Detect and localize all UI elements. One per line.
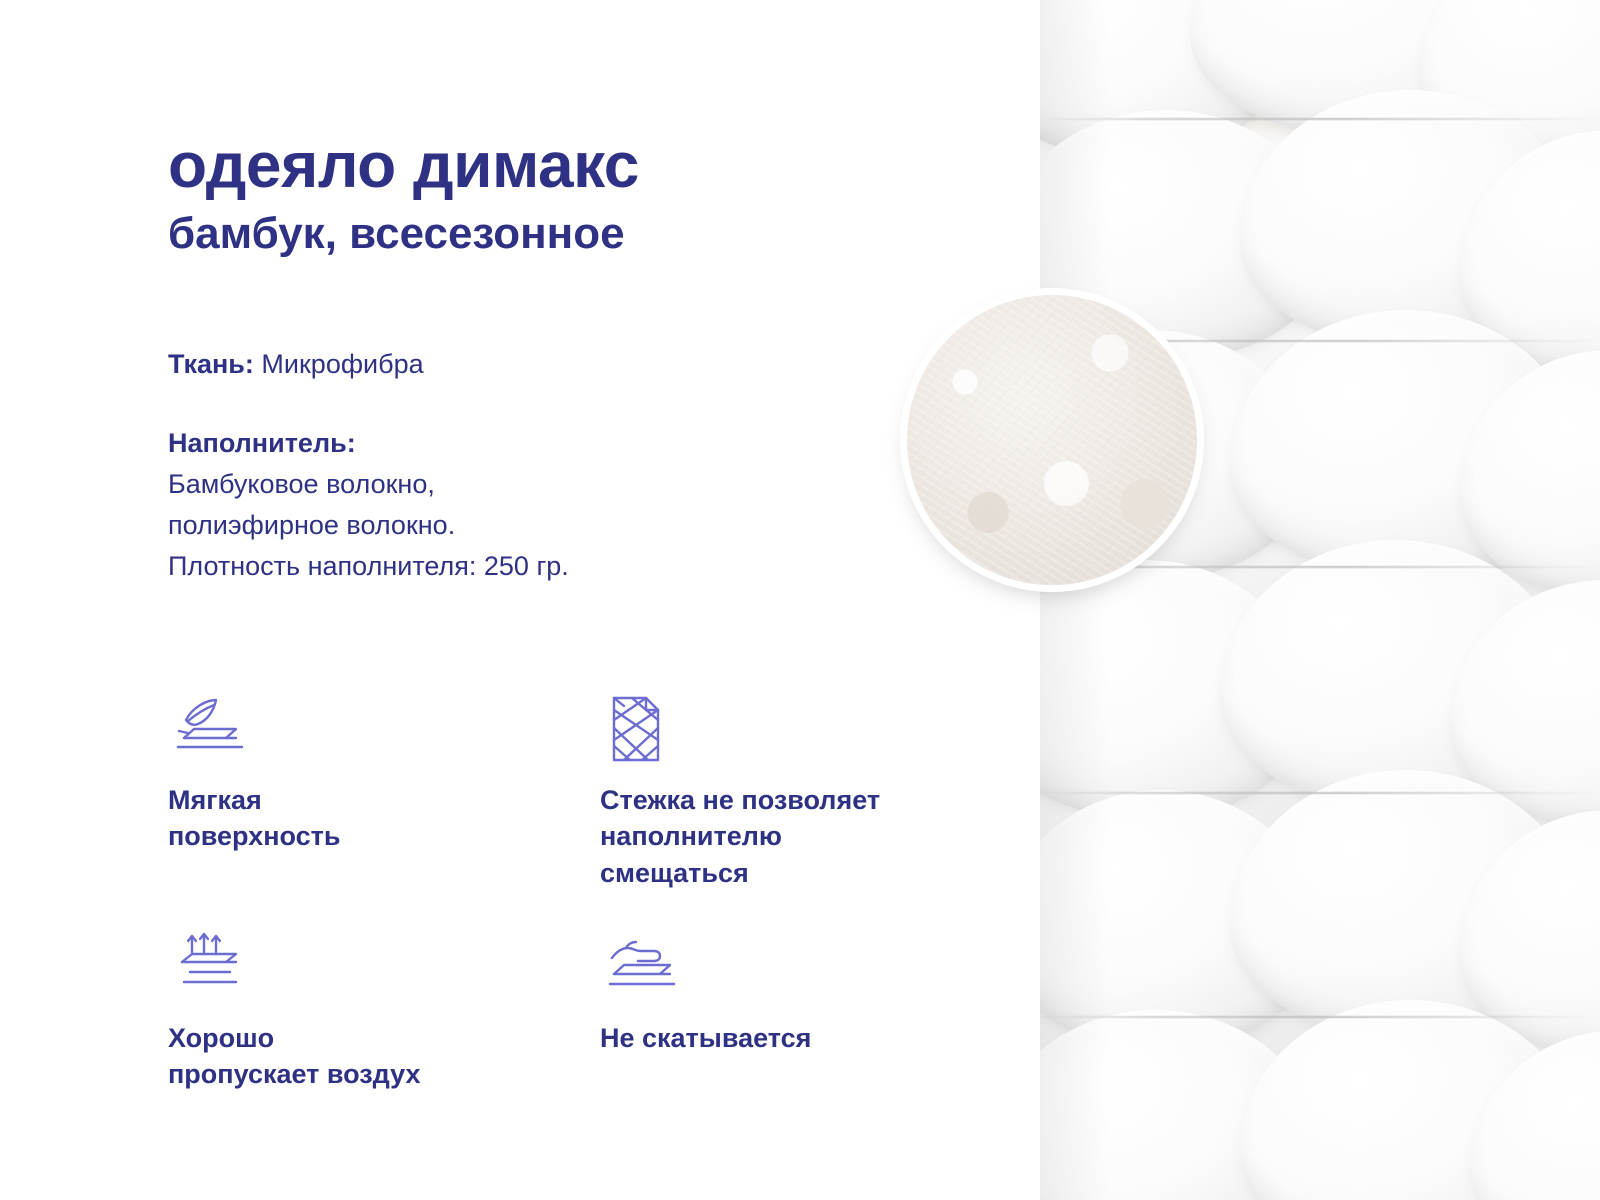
- quilted-square-icon: [600, 690, 686, 768]
- page-subtitle: бамбук, всесезонное: [168, 208, 625, 258]
- spec-filler-label: [168, 423, 998, 464]
- quilt-seam: [1040, 118, 1600, 120]
- feature-quilting: [600, 690, 998, 918]
- specifications: [168, 344, 998, 587]
- label-line: Не скатывается: [600, 1023, 812, 1053]
- product-photo: [1040, 0, 1600, 1200]
- air-flow-icon: [168, 928, 254, 1006]
- feature-soft-surface: [168, 690, 600, 918]
- spec-fabric-label: Ткань:: [168, 349, 254, 380]
- spec-fabric: [168, 344, 998, 385]
- spec-filler-line-3: Плотность наполнителя: 250 гр.: [168, 551, 569, 582]
- feature-quilting-label: [600, 782, 980, 891]
- feature-soft-surface-label: [168, 782, 548, 855]
- label-line: Стежка не позволяет: [600, 785, 881, 815]
- label-line: Мягкая: [168, 785, 262, 815]
- feather-on-surface-icon: [168, 690, 254, 768]
- spec-filler-line-1: Бамбуковое волокно,: [168, 469, 435, 500]
- spec-filler-label-text: Наполнитель:: [168, 428, 356, 459]
- photo-edge-shadow: [1040, 0, 1110, 1200]
- text-column: [168, 0, 998, 1200]
- feature-no-clumping: [600, 918, 998, 1093]
- label-line: пропускает воздух: [168, 1059, 421, 1090]
- spec-filler: [168, 423, 998, 587]
- feature-breathable: [168, 918, 600, 1093]
- feature-no-clumping-label: [600, 1020, 980, 1056]
- label-line: смещаться: [600, 857, 749, 888]
- label-line: Хорошо: [168, 1023, 275, 1053]
- hand-smoothing-icon: [600, 928, 686, 1006]
- quilt-seam: [1040, 792, 1600, 794]
- feature-grid: [168, 690, 998, 1093]
- spec-fabric-value: Микрофибра: [261, 349, 424, 380]
- spec-filler-line-2: полиэфирное волокно.: [168, 510, 456, 541]
- label-line: наполнителю: [600, 821, 782, 852]
- label-line: поверхность: [168, 821, 341, 852]
- feature-breathable-label: [168, 1020, 548, 1093]
- quilt-seam: [1040, 1016, 1600, 1018]
- page-title: одеяло димакс: [168, 129, 639, 201]
